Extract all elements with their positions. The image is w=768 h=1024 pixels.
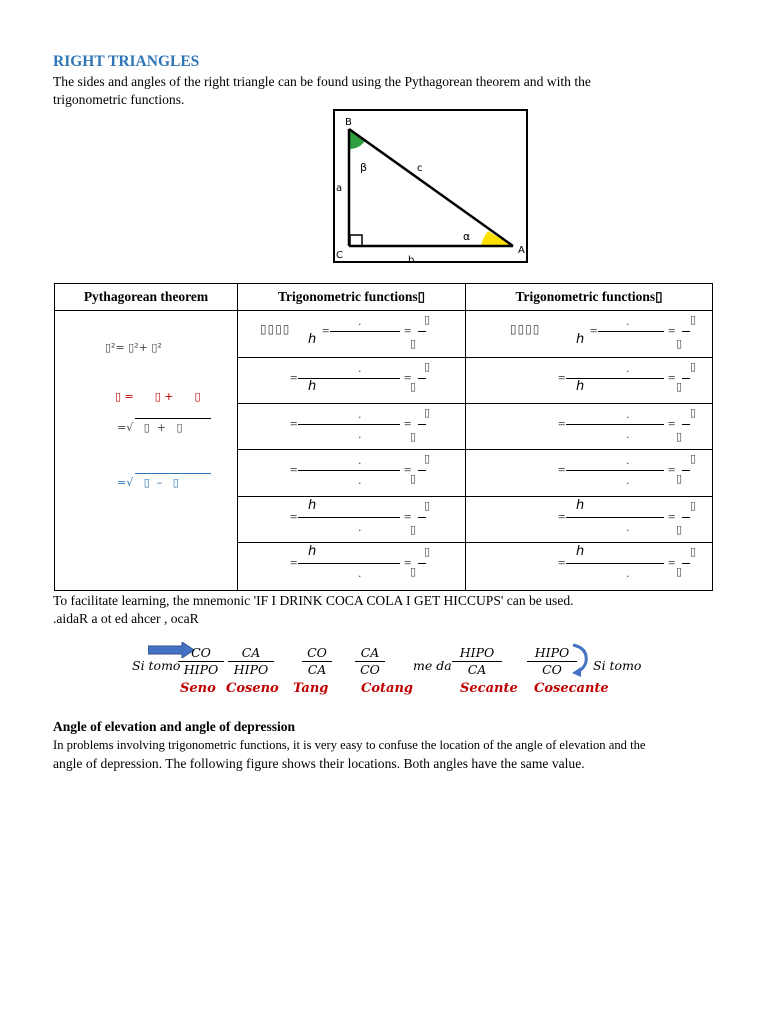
trig-col-1-row-5 — [237, 496, 466, 543]
denominator-placeholder: . — [358, 567, 362, 580]
header-trig-1: Trigonometric functions▯ — [237, 283, 466, 311]
equals-sign: = — [404, 416, 412, 431]
denominator-placeholder: . — [358, 474, 362, 487]
numerator-box: ▯ — [424, 545, 431, 558]
numerator-placeholder: . — [358, 454, 362, 467]
sqrt-bar-2 — [135, 473, 211, 474]
equals-sign: = — [668, 416, 676, 431]
formula-table — [54, 283, 713, 591]
fraction-bar — [566, 424, 664, 425]
numerator-box: ▯ — [690, 406, 697, 419]
fraction-bar — [682, 378, 690, 379]
fraction-bar — [418, 331, 426, 332]
numerator-box: ▯ — [424, 313, 431, 326]
fraction-numerator: CA — [360, 645, 380, 660]
function-name-label: Tang — [293, 681, 329, 696]
numerator-box: ▯ — [690, 360, 697, 373]
fraction-bar — [682, 563, 690, 564]
fraction-bar — [418, 470, 426, 471]
trig-col-2-row-6 — [465, 542, 713, 591]
h-variable: h — [576, 498, 585, 513]
section-2-line-2: angle of depression. The following figure shows their locations. Both angles have the same value. — [53, 756, 585, 771]
trig-col-2-row-1 — [465, 310, 713, 358]
equals-sign: = — [558, 416, 566, 431]
sqrt-bar-1 — [135, 418, 211, 419]
fraction-bar — [682, 517, 690, 518]
fraction-numerator: CO — [307, 645, 327, 660]
equals-sign: = — [404, 509, 412, 524]
fraction-denominator: CO — [527, 661, 577, 678]
right-triangle-figure — [333, 109, 529, 265]
equals-sign: = — [322, 323, 330, 338]
fraction-bar — [598, 331, 664, 332]
denominator-box: ▯ — [676, 565, 683, 578]
denominator-box: ▯ — [676, 472, 683, 485]
numerator-box: ▯ — [424, 406, 431, 419]
pythagorean-cell — [54, 310, 238, 591]
vertex-c-label: C — [336, 250, 343, 261]
fraction-bar — [682, 470, 690, 471]
fraction-denominator: CO — [355, 661, 385, 678]
h-variable: h — [308, 544, 317, 559]
equals-sign: = — [668, 509, 676, 524]
numerator-placeholder: . — [626, 362, 630, 375]
mnemonic-fraction-4 — [355, 645, 385, 678]
trig-col-1-row-6 — [237, 542, 466, 591]
page-title: RIGHT TRIANGLES — [53, 53, 200, 70]
mnemonic-line-2: .aidaR a ot ed ahcer , ocaR — [53, 611, 199, 626]
equals-sign: = — [290, 416, 298, 431]
si-tomo-right: Si tomo — [593, 658, 642, 673]
angle-alpha-label: α — [463, 230, 471, 243]
fraction-bar — [418, 378, 426, 379]
mnemonic-fraction-3 — [302, 645, 332, 678]
mnemonic-diagram — [130, 640, 650, 702]
fraction-bar — [682, 331, 690, 332]
numerator-placeholder: . — [358, 408, 362, 421]
function-name-label: Seno — [180, 681, 216, 696]
fraction-bar — [298, 563, 400, 564]
denominator-box: ▯ — [676, 337, 683, 350]
sqrt-sum-formula: =√ ▯ + ▯ — [117, 421, 183, 434]
header-trig-2: Trigonometric functions▯ — [465, 283, 713, 311]
denominator-placeholder: . — [626, 567, 630, 580]
equals-sign: = — [590, 323, 598, 338]
sqrt-difference-formula: =√ ▯ – ▯ — [117, 476, 179, 489]
fraction-bar — [298, 470, 400, 471]
fraction-bar — [566, 563, 664, 564]
equals-sign: = — [668, 462, 676, 477]
denominator-box: ▯ — [410, 523, 417, 536]
intro-line-1: The sides and angles of the right triangle can be found using the Pythagorean theorem and with the — [53, 74, 591, 89]
equals-sign: = — [404, 323, 412, 338]
numerator-placeholder: . — [626, 408, 630, 421]
angle-beta-label: β — [360, 161, 368, 174]
denominator-placeholder: . — [626, 521, 630, 534]
pythagorean-red-equation: ▯ = ▯ + ▯ — [115, 390, 201, 403]
h-variable: h — [576, 332, 585, 347]
trig-col-1-row-2 — [237, 357, 466, 404]
side-c-label: c — [417, 163, 423, 174]
h-variable: h — [308, 498, 317, 513]
equals-sign: = — [558, 462, 566, 477]
fraction-denominator: CA — [302, 661, 332, 678]
mnemonic-fraction-5 — [452, 645, 502, 678]
numerator-box: ▯ — [690, 499, 697, 512]
numerator-box: ▯ — [690, 545, 697, 558]
fraction-bar — [682, 424, 690, 425]
fraction-bar — [566, 517, 664, 518]
trig-col-2-row-4 — [465, 449, 713, 497]
denominator-placeholder: . — [626, 428, 630, 441]
equals-sign: = — [290, 462, 298, 477]
fraction-denominator: HIPO — [178, 661, 224, 678]
fraction-bar — [566, 470, 664, 471]
equals-sign: = — [404, 370, 412, 385]
denominator-box: ▯ — [410, 565, 417, 578]
function-name-label: Secante — [460, 681, 518, 696]
trig-col-1-row-1 — [237, 310, 466, 358]
numerator-box: ▯ — [690, 313, 697, 326]
vertex-a-label: A — [518, 245, 525, 256]
mnemonic-fraction-2 — [228, 645, 274, 678]
equals-sign: = — [558, 555, 566, 570]
numerator-box: ▯ — [690, 452, 697, 465]
trig-col-1-row-3 — [237, 403, 466, 450]
denominator-placeholder: . — [358, 521, 362, 534]
fraction-bar — [418, 517, 426, 518]
equals-sign: = — [668, 555, 676, 570]
numerator-box: ▯ — [424, 452, 431, 465]
function-name-label: Coseno — [226, 681, 279, 696]
denominator-box: ▯ — [676, 523, 683, 536]
si-tomo-left: Si tomo — [132, 658, 181, 673]
side-a-label: a — [336, 183, 343, 194]
fraction-bar — [418, 424, 426, 425]
trig-col-1-row-4 — [237, 449, 466, 497]
trig-col-2-row-5 — [465, 496, 713, 543]
section-2-title: Angle of elevation and angle of depression — [53, 719, 296, 734]
h-variable: h — [308, 332, 317, 347]
numerator-placeholder: . — [358, 362, 362, 375]
curved-arrow-icon — [570, 642, 592, 678]
fraction-bar — [298, 424, 400, 425]
function-name: ▯▯▯▯ — [260, 322, 291, 336]
equals-sign: = — [404, 555, 412, 570]
denominator-box: ▯ — [676, 380, 683, 393]
h-variable: h — [576, 379, 585, 394]
me-da-text: me da — [413, 658, 452, 673]
equals-sign: = — [558, 509, 566, 524]
numerator-box: ▯ — [424, 499, 431, 512]
fraction-denominator: CA — [452, 661, 502, 678]
trig-col-2-row-2 — [465, 357, 713, 404]
fraction-numerator: HIPO — [534, 645, 570, 660]
h-variable: h — [308, 379, 317, 394]
equals-sign: = — [404, 462, 412, 477]
vertex-b-label: B — [345, 117, 352, 128]
intro-line-2: trigonometric functions. — [53, 92, 185, 107]
equals-sign: = — [668, 370, 676, 385]
mnemonic-fraction-1 — [178, 645, 224, 678]
h-variable: h — [576, 544, 585, 559]
function-name-label: Cotang — [361, 681, 413, 696]
equals-sign: = — [668, 323, 676, 338]
denominator-box: ▯ — [676, 430, 683, 443]
numerator-placeholder: . — [626, 315, 630, 328]
denominator-placeholder: . — [358, 428, 362, 441]
header-pythagorean: Pythagorean theorem — [54, 283, 238, 311]
fraction-numerator: CO — [191, 645, 211, 660]
fraction-bar — [418, 563, 426, 564]
fraction-bar — [330, 331, 400, 332]
function-name-label: Cosecante — [534, 681, 609, 696]
section-2-line-1: In problems involving trigonometric functions, it is very easy to confuse the location of the angle of elevation and the — [53, 738, 646, 752]
trig-col-2-row-3 — [465, 403, 713, 450]
fraction-numerator: CA — [241, 645, 261, 660]
side-b-label: b — [408, 255, 415, 265]
fraction-denominator: HIPO — [228, 661, 274, 678]
denominator-placeholder: . — [626, 474, 630, 487]
equals-sign: = — [558, 370, 566, 385]
numerator-box: ▯ — [424, 360, 431, 373]
equals-sign: = — [290, 509, 298, 524]
denominator-box: ▯ — [410, 337, 417, 350]
denominator-box: ▯ — [410, 430, 417, 443]
numerator-placeholder: . — [358, 315, 362, 328]
denominator-box: ▯ — [410, 380, 417, 393]
denominator-box: ▯ — [410, 472, 417, 485]
fraction-numerator: HIPO — [459, 645, 495, 660]
equals-sign: = — [290, 555, 298, 570]
fraction-bar — [298, 517, 400, 518]
numerator-placeholder: . — [626, 454, 630, 467]
mnemonic-line-1: To facilitate learning, the mnemonic 'IF I DRINK COCA COLA I GET HICCUPS' can be used. — [53, 593, 574, 608]
equals-sign: = — [290, 370, 298, 385]
function-name: ▯▯▯▯ — [510, 322, 541, 336]
pythagorean-equation: ▯²= ▯²+ ▯² — [105, 341, 162, 354]
